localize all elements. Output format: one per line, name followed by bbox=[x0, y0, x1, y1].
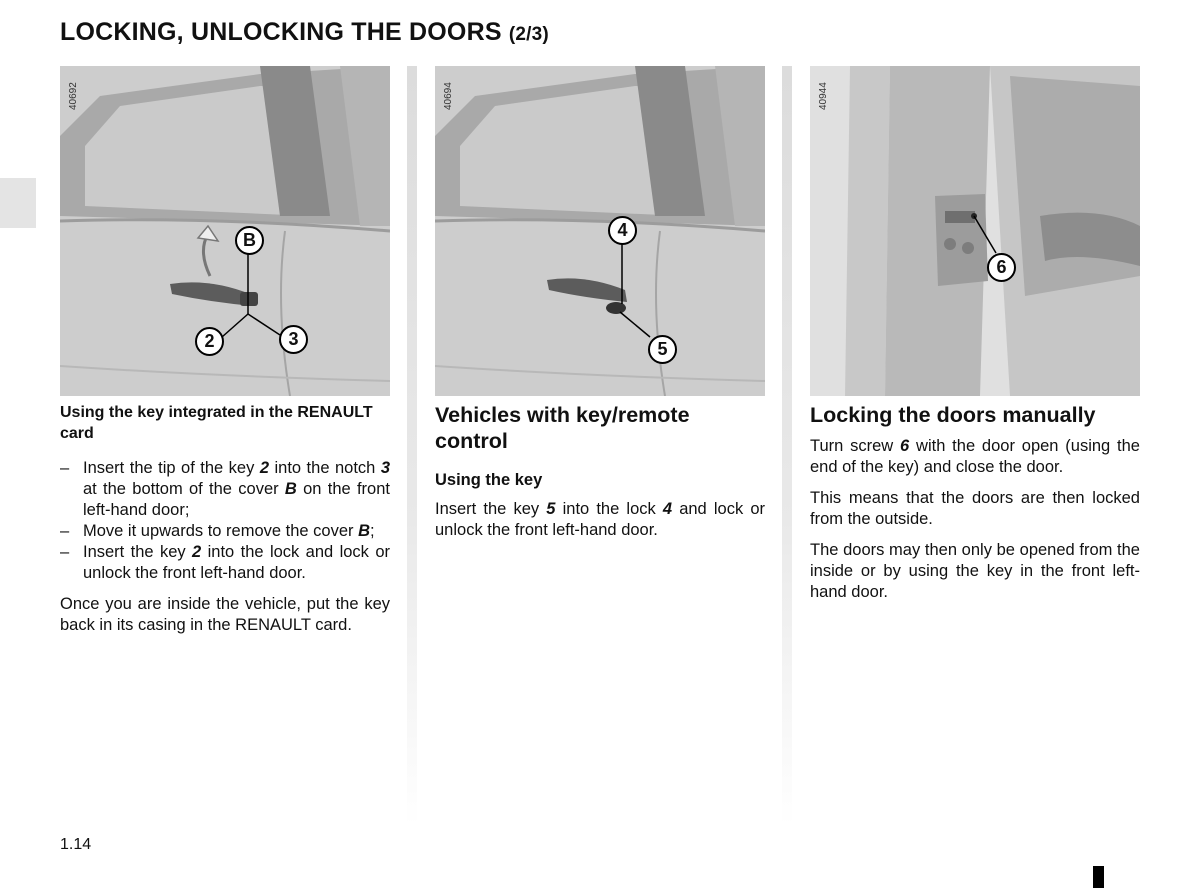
figure-number: 40944 bbox=[818, 82, 829, 110]
callout-2: 2 bbox=[195, 327, 224, 356]
callout-4: 4 bbox=[608, 216, 637, 245]
figure-number: 40692 bbox=[68, 82, 79, 110]
page-number: 1.14 bbox=[60, 836, 92, 853]
column-divider-2 bbox=[782, 66, 792, 826]
paragraph: This means that the doors are then locked from the outside. bbox=[810, 489, 1140, 528]
callout-6: 6 bbox=[987, 253, 1016, 282]
car-door-illustration-1 bbox=[60, 66, 390, 396]
instruction-list bbox=[60, 458, 390, 584]
callout-b: B bbox=[235, 226, 264, 255]
column-manual-locking bbox=[810, 402, 1140, 613]
figure-door-lock-screw bbox=[810, 66, 1140, 396]
list-item: – Insert the key 2 into the lock and lock or unlock the front left-hand door. bbox=[60, 542, 390, 584]
callout-5: 5 bbox=[648, 335, 677, 364]
car-door-illustration-2 bbox=[435, 66, 765, 396]
column-divider-1 bbox=[407, 66, 417, 826]
title-page-indicator: (2/3) bbox=[508, 24, 549, 45]
column-key-remote-instructions bbox=[435, 402, 765, 551]
figure-card-key-door bbox=[60, 66, 390, 396]
subheading-using-key: Using the key bbox=[435, 471, 543, 489]
door-edge-illustration bbox=[810, 66, 1140, 396]
list-item: – Move it upwards to remove the cover B; bbox=[60, 521, 390, 542]
section-tab-marker bbox=[0, 178, 36, 228]
page-title bbox=[60, 18, 549, 47]
paragraph: The doors may then only be opened from the inside or by using the key in the front left-hand door. bbox=[810, 541, 1140, 601]
paragraph: Once you are inside the vehicle, put the key back in its casing in the RENAULT card. bbox=[60, 595, 390, 634]
title-text: LOCKING, UNLOCKING THE DOORS bbox=[60, 18, 502, 46]
section-heading-key-remote: Vehicles with key/remote control bbox=[435, 403, 690, 453]
list-item: – Insert the tip of the key 2 into the notch 3 at the bottom of the cover B on the front left-hand door; bbox=[60, 458, 390, 521]
section-heading-card-key: Using the key integrated in the RENAULT card bbox=[60, 404, 373, 442]
page-corner-mark bbox=[1093, 866, 1104, 888]
section-heading-manual-locking: Locking the doors manually bbox=[810, 403, 1096, 427]
paragraph: Turn screw 6 with the door open (using the end of the key) and close the door. bbox=[810, 437, 1140, 476]
figure-key-remote-door bbox=[435, 66, 765, 396]
callout-3: 3 bbox=[279, 325, 308, 354]
column-card-key-instructions bbox=[60, 402, 390, 646]
figure-number: 40694 bbox=[443, 82, 454, 110]
paragraph: Insert the key 5 into the lock 4 and lock or unlock the front left-hand door. bbox=[435, 500, 765, 539]
